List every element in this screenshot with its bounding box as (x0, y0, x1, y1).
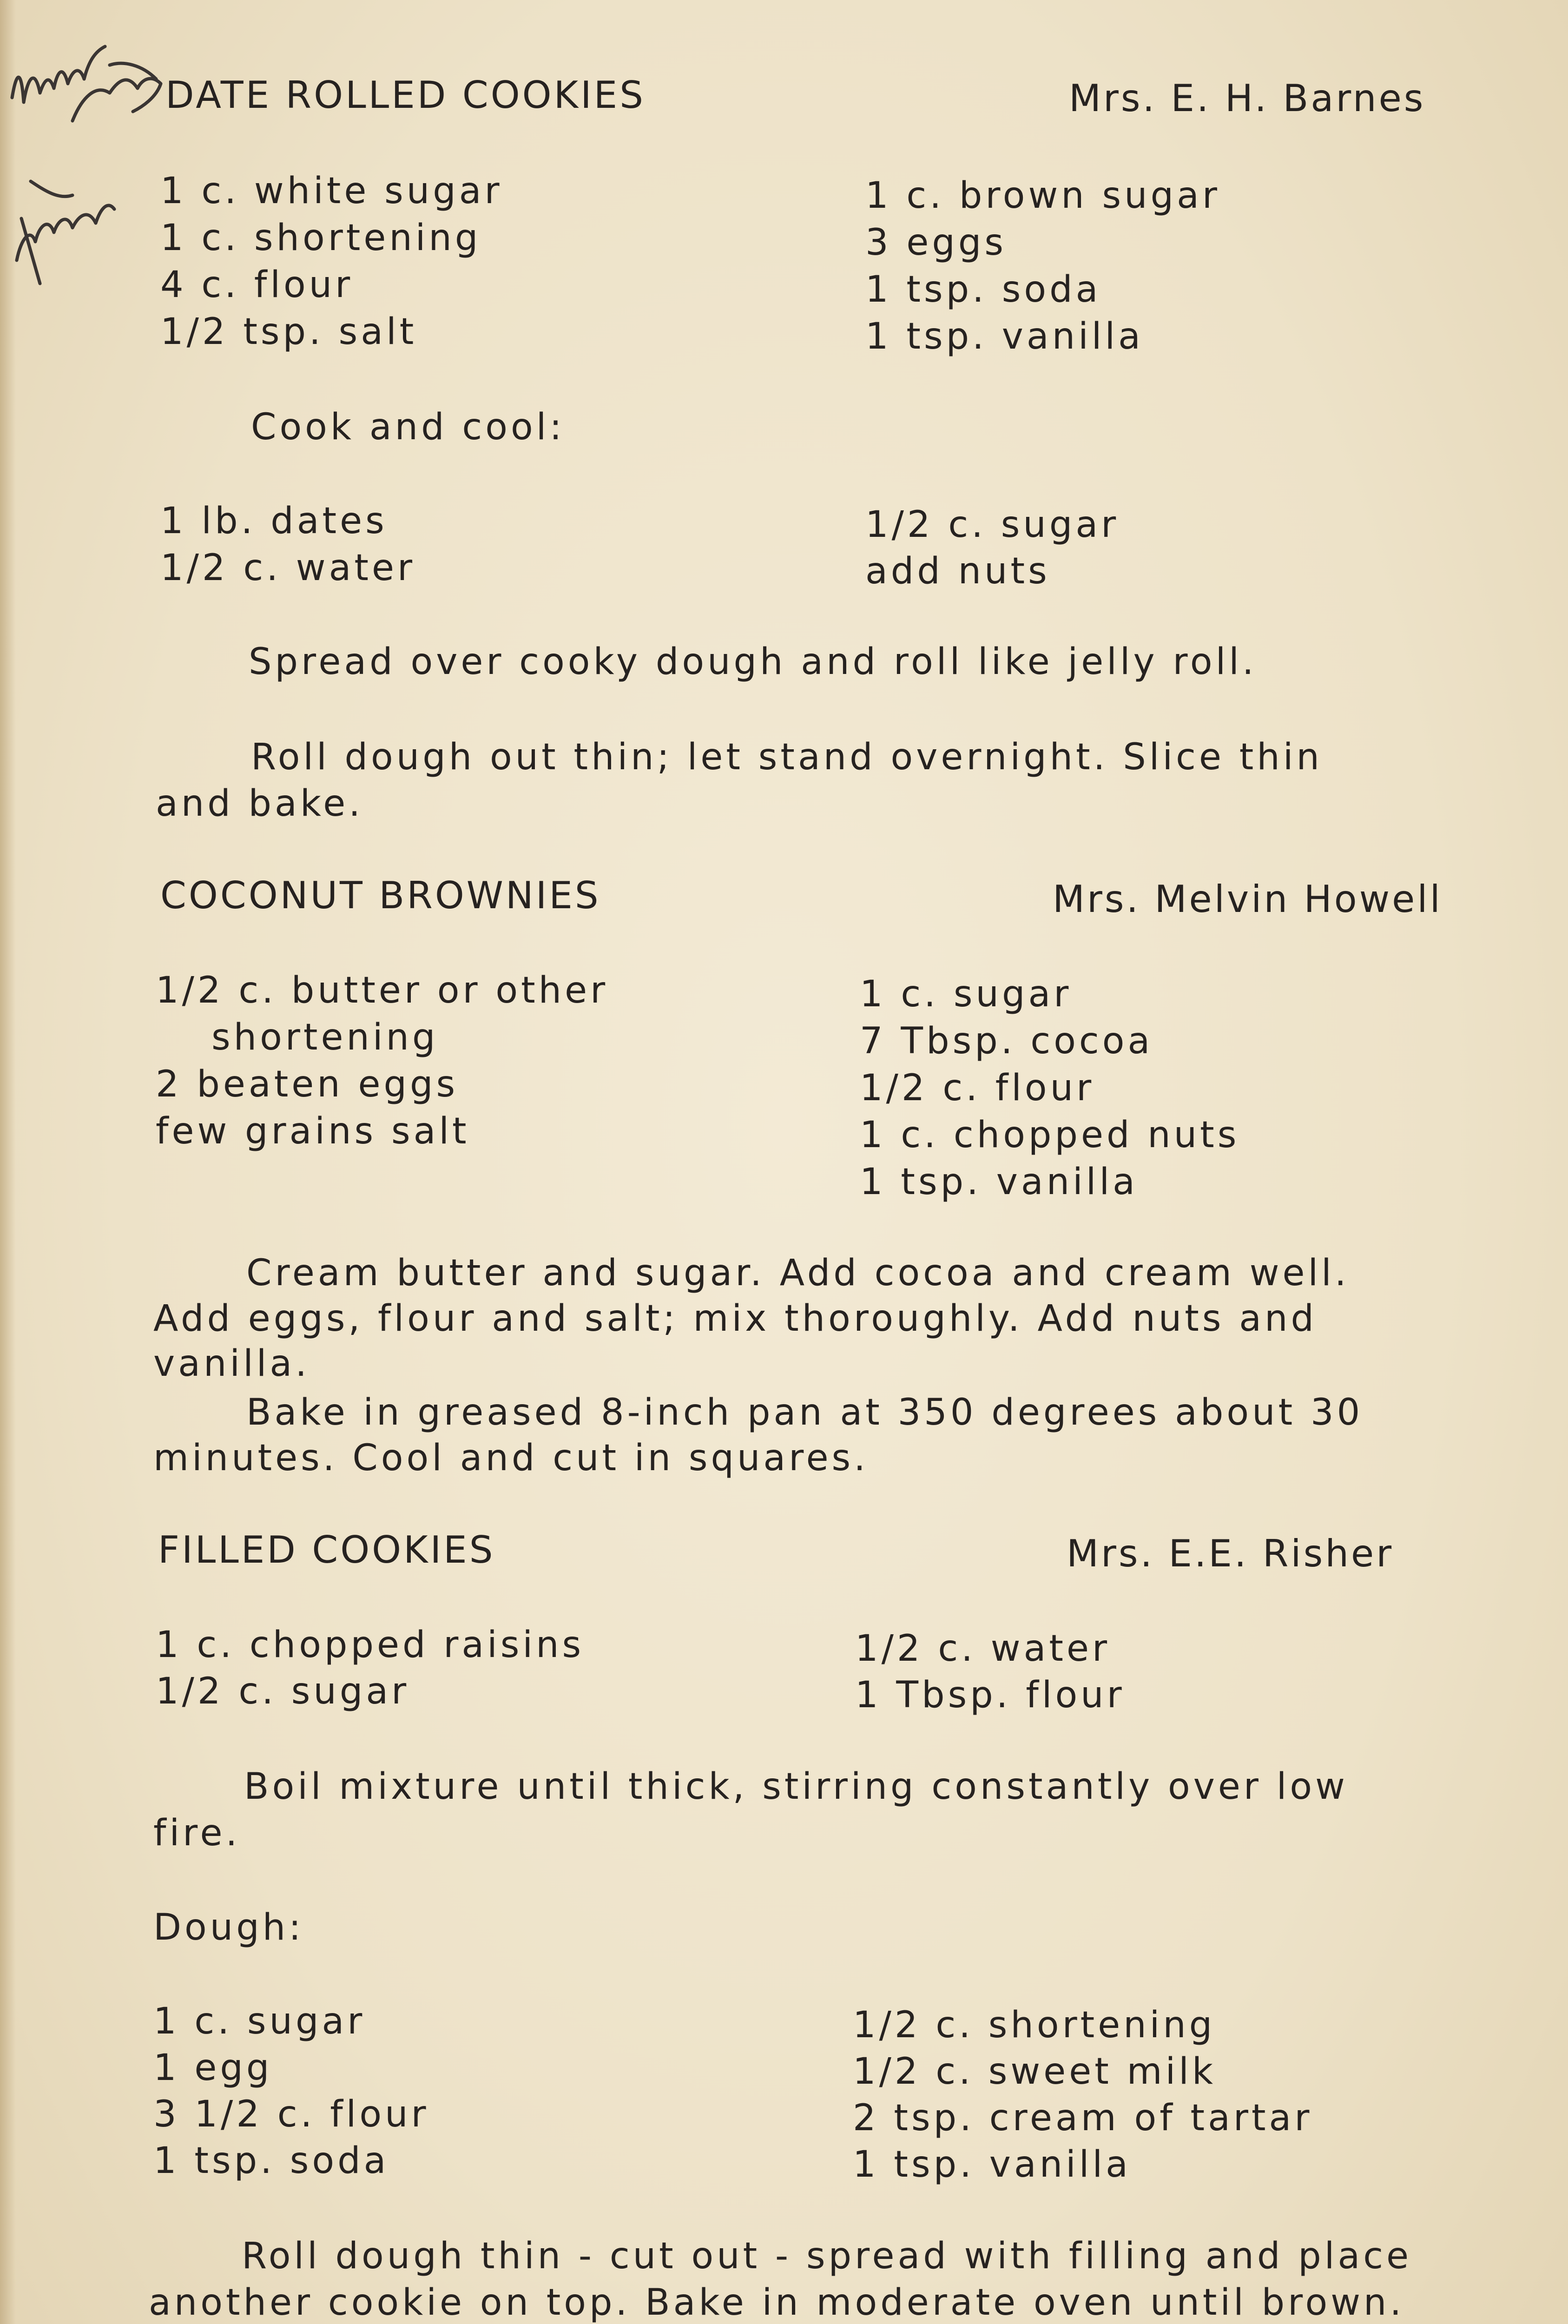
ingredient-line: 1/2 c. sweet milk (853, 2051, 1217, 2093)
page-binding-shadow (0, 0, 16, 2324)
recipe-author-barnes: Mrs. E. H. Barnes (1069, 77, 1426, 120)
ingredient-line: 1 tsp. soda (865, 269, 1101, 310)
recipe-title-coconut-brownies: COCONUT BROWNIES (160, 874, 601, 917)
ingredient-line: 1/2 c. butter or other (156, 970, 609, 1011)
ingredient-line: 1/2 c. water (160, 547, 416, 589)
ingredient-line: 3 1/2 c. flour (153, 2093, 429, 2135)
ingredient-line: 1/2 c. flour (860, 1067, 1095, 1109)
ingredient-line: 1 c. white sugar (160, 170, 503, 212)
ingredient-line: few grains salt (156, 1110, 470, 1152)
direction-line: another cookie on top. Bake in moderate oven until brown. (149, 2282, 1405, 2324)
ingredient-line: 1 c. shortening (160, 217, 481, 259)
handwritten-note-drawing (3, 42, 170, 302)
ingredient-line: 1/2 c. sugar (865, 504, 1120, 546)
ingredient-line: 1 tsp. vanilla (865, 316, 1144, 357)
ingredient-line: 1 lb. dates (160, 500, 388, 542)
ingredient-line: 1/2 c. sugar (156, 1670, 410, 1712)
direction-line: Cream butter and sugar. Add cocoa and cream well. (246, 1252, 1350, 1294)
ingredient-line: 2 tsp. cream of tartar (853, 2097, 1313, 2139)
sub-heading-cook-and-cool: Cook and cool: (251, 406, 565, 448)
ingredient-line: 1/2 tsp. salt (160, 311, 417, 353)
direction-line: Boil mixture until thick, stirring constantly over low (244, 1766, 1348, 1808)
ingredient-line: 1 egg (153, 2047, 273, 2089)
ingredient-line: 1 tsp. vanilla (860, 1161, 1138, 1203)
direction-line: minutes. Cool and cut in squares. (153, 1437, 869, 1479)
direction-line: vanilla. (153, 1343, 310, 1385)
ingredient-line: 1 c. brown sugar (865, 175, 1220, 217)
ingredient-line: 1 tsp. vanilla (853, 2144, 1131, 2185)
ingredient-line: 1 c. sugar (860, 973, 1072, 1015)
direction-line: Roll dough out thin; let stand overnight. Slice thin (251, 736, 1323, 778)
ingredient-line: 1 tsp. soda (153, 2140, 389, 2182)
direction-line: Bake in greased 8-inch pan at 350 degrees about 30 (246, 1392, 1364, 1433)
recipe-author-howell: Mrs. Melvin Howell (1053, 878, 1443, 921)
ingredient-line: 7 Tbsp. cocoa (860, 1020, 1153, 1062)
direction-line: Roll dough thin - cut out - spread with filling and place (242, 2235, 1412, 2277)
ingredient-line: 2 beaten eggs (156, 1063, 459, 1105)
sub-heading-dough: Dough: (153, 1907, 304, 1948)
recipe-title-filled-cookies: FILLED COOKIES (158, 1528, 495, 1571)
ingredient-line: 1 c. chopped nuts (860, 1114, 1240, 1156)
ingredient-line: shortening (211, 1017, 439, 1058)
direction-line: Spread over cooky dough and roll like jelly roll. (249, 641, 1257, 683)
direction-line: Add eggs, flour and salt; mix thoroughly. Add nuts and (153, 1298, 1318, 1340)
ingredient-line: 1/2 c. shortening (853, 2004, 1216, 2046)
ingredient-line: 4 c. flour (160, 264, 354, 306)
recipe-author-risher: Mrs. E.E. Risher (1067, 1532, 1394, 1575)
ingredient-line: add nuts (865, 550, 1050, 592)
ingredient-line: 1 Tbsp. flour (855, 1674, 1125, 1716)
direction-line: fire. (153, 1812, 241, 1854)
direction-line: and bake. (156, 783, 364, 825)
ingredient-line: 3 eggs (865, 222, 1007, 264)
ingredient-line: 1 c. sugar (153, 2000, 366, 2042)
recipe-title-date-rolled-cookies: DATE ROLLED COOKIES (165, 73, 646, 117)
ingredient-line: 1 c. chopped raisins (156, 1624, 585, 1666)
ingredient-line: 1/2 c. water (855, 1628, 1111, 1670)
